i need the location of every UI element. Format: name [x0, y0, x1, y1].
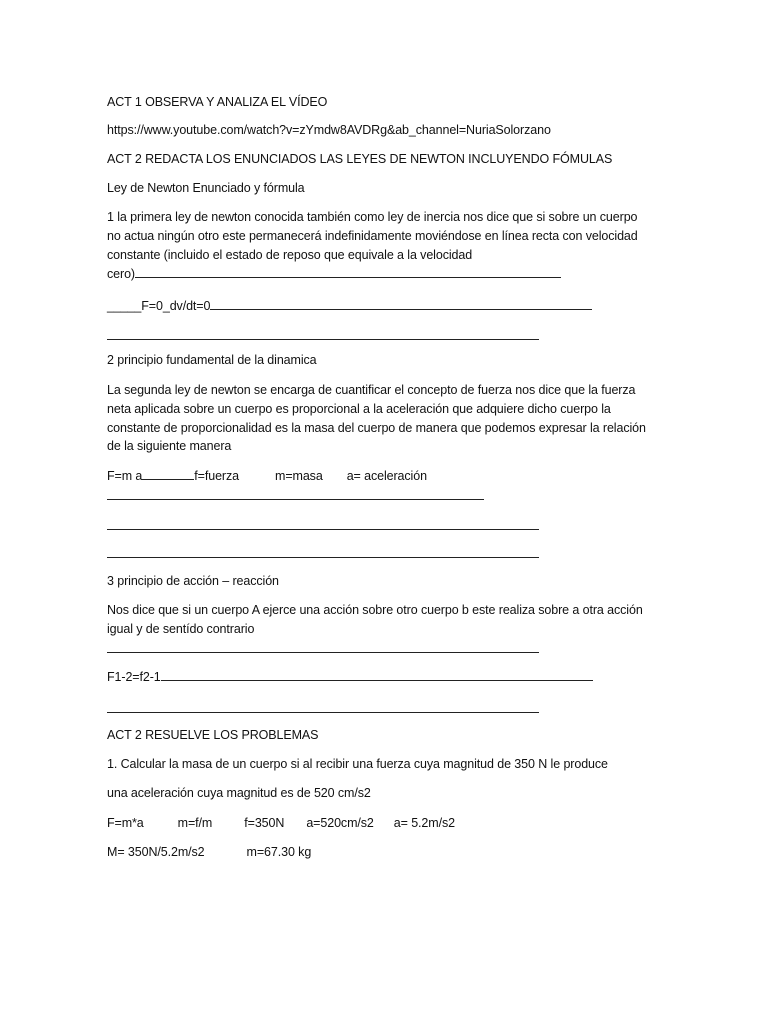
calc-mass: M= 350N/5.2m/s2 — [107, 845, 205, 859]
blank-line — [107, 529, 539, 530]
law2-line4: de la siguiente manera — [107, 439, 232, 453]
blank-line — [107, 557, 539, 558]
video-link[interactable]: https://www.youtube.com/watch?v=zYmdw8AVDRg&ab_channel=NuriaSolorzano — [107, 123, 551, 137]
blank-line — [135, 264, 561, 278]
blank-line — [142, 466, 194, 480]
law1-line3: constante (incluido el estado de reposo que equivale a la velocidad — [107, 248, 473, 262]
eq-a-cm: a=520cm/s2 — [306, 816, 374, 830]
law2-formula-line — [107, 466, 427, 485]
law1-formula: F=0_dv/dt=0 — [141, 299, 211, 313]
problem1-solution — [107, 843, 311, 861]
law2-f-definition: f=fuerza — [194, 469, 239, 483]
act2b-title: ACT 2 RESUELVE LOS PROBLEMAS — [107, 728, 319, 742]
law1-line4 — [107, 264, 561, 283]
law2-line1: La segunda ley de newton se encarga de cuantificar el concepto de fuerza nos dice que la fuerza — [107, 383, 636, 397]
law3-line1: Nos dice que si un cuerpo A ejerce una acción sobre otro cuerpo b este realiza sobre a otra acción — [107, 603, 643, 617]
law2-line3: constante de proporcionalidad es la masa del cuerpo de manera que podemos expresar la relación — [107, 421, 646, 435]
law1-line1: 1 la primera ley de newton conocida también como ley de inercia nos dice que si sobre un cuerpo — [107, 210, 638, 224]
result-mass: m=67.30 kg — [246, 845, 312, 859]
blank-line — [107, 712, 539, 713]
section-heading: Ley de Newton Enunciado y fórmula — [107, 181, 305, 195]
law2-heading: 2 principio fundamental de la dinamica — [107, 353, 317, 367]
law1-line2: no actua ningún otro este permanecerá indefinidamente moviéndose en línea recta con velocidad — [107, 229, 638, 243]
blank-line — [107, 499, 484, 500]
problem1-equations — [107, 814, 455, 832]
law2-line2: neta aplicada sobre un cuerpo es proporcional a la aceleración que adquiere dicho cuerpo la — [107, 402, 611, 416]
problem1-line1: 1. Calcular la masa de un cuerpo si al recibir una fuerza cuya magnitud de 350 N le produce — [107, 757, 608, 771]
eq-f-ma: F=m*a — [107, 816, 144, 830]
law3-heading: 3 principio de acción – reacción — [107, 574, 279, 588]
blank-line — [107, 652, 539, 653]
law2-formula: F=m a — [107, 469, 143, 483]
blank-line — [210, 296, 592, 310]
eq-a-m: a= 5.2m/s2 — [393, 816, 455, 830]
law1-line4-text: cero) — [107, 267, 135, 281]
blank-line — [107, 339, 539, 340]
law2-a-definition: a= aceleración — [346, 469, 427, 483]
problem1-line2: una aceleración cuya magnitud es de 520 cm/s2 — [107, 786, 371, 800]
law1-formula-prefix: _____ — [107, 299, 142, 313]
eq-m-fm: m=f/m — [177, 816, 213, 830]
blank-line — [161, 667, 593, 681]
law1-formula-line — [107, 296, 592, 315]
law3-formula: F1-2=f2-1 — [107, 670, 161, 684]
law2-m-definition: m=masa — [275, 469, 323, 483]
eq-f-value: f=350N — [244, 816, 285, 830]
act1-title: ACT 1 OBSERVA Y ANALIZA EL VÍDEO — [107, 95, 328, 109]
law3-line2: igual y de sentído contrario — [107, 622, 255, 636]
law3-formula-line — [107, 667, 593, 686]
act2-title: ACT 2 REDACTA LOS ENUNCIADOS LAS LEYES DE NEWTON INCLUYENDO FÓMULAS — [107, 152, 613, 166]
